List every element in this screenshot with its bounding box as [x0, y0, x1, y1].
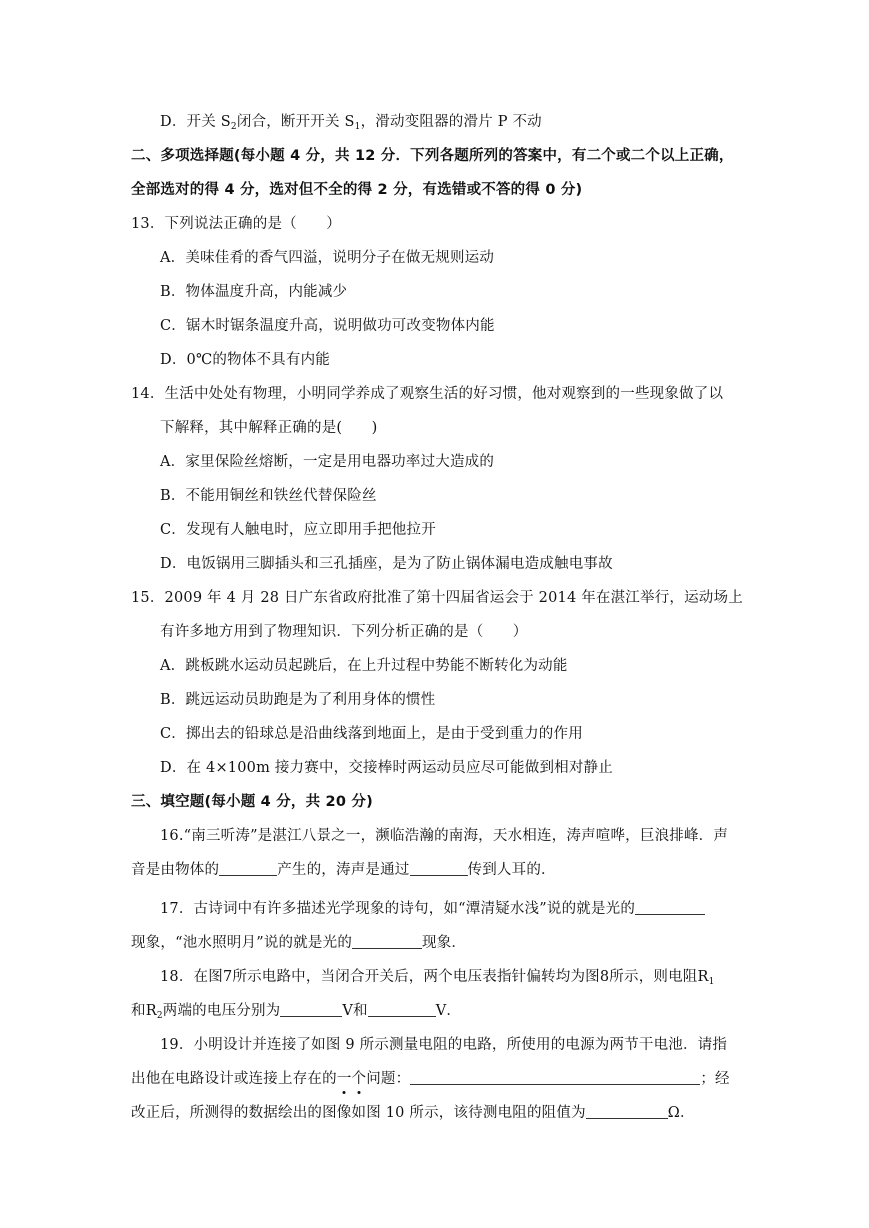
q13-option-d: D．0℃的物体不具有内能	[160, 352, 330, 368]
q19-emphasis-1: 一	[336, 1071, 352, 1087]
q16-line1: 16.“南三听涛”是湛江八景之一，濒临浩瀚的南海，天水相连，涛声喧哗，巨浪排峰．声	[160, 828, 729, 844]
q17-line2: 现象，“池水照明月”说的就是光的 现象．	[131, 935, 467, 951]
q19-blank-1[interactable]	[410, 1069, 700, 1085]
q18-line2: 和$R_2$两端的电压分别为 V和 V．	[131, 1003, 462, 1021]
q14-option-a: A．家里保险丝熔断，一定是用电器功率过大造成的	[160, 454, 495, 470]
q17-blank-2[interactable]	[352, 933, 422, 949]
q17-line1: 17．古诗词中有许多描述光学现象的诗句，如“潭清疑水浅”说的就是光的	[160, 899, 705, 919]
q19-emphasis-2: 个	[351, 1071, 367, 1087]
q14-stem-line1: 14．生活中处处有物理，小明同学养成了观察生活的好习惯，他对观察到的一些现象做了以	[131, 386, 724, 402]
q16-blank-2[interactable]	[410, 860, 468, 876]
q13-option-a: A．美味佳肴的香气四溢，说明分子在做无规则运动	[160, 250, 495, 266]
q19-line1: 19．小明设计并连接了如图 9 所示测量电阻的电路，所使用的电源为两节干电池．请指	[160, 1037, 728, 1053]
q15-stem-line2: 有许多地方用到了物理知识．下列分析正确的是（ ）	[160, 624, 528, 640]
section2-heading-line1: 二、多项选择题(每小题 4 分，共 12 分．下列各题所列的答案中，有二个或二个以上正确，	[131, 148, 734, 164]
q13-option-b: B．物体温度升高，内能减少	[160, 284, 348, 300]
q19-line3: 改正后，所测得的数据绘出的图像如图 10 所示，该待测电阻的阻值为 Ω．	[131, 1105, 695, 1121]
q15-option-b: B．跳远运动员助跑是为了利用身体的惯性	[160, 692, 436, 708]
q19-line2: 出他在电路设计或连接上存在的一个问题： ；经	[131, 1071, 730, 1087]
q15-option-d: D．在 4×100m 接力赛中，交接棒时两运动员应尽可能做到相对静止	[160, 760, 613, 776]
q19-blank-2[interactable]	[586, 1103, 668, 1119]
q17-blank-1[interactable]	[635, 899, 705, 915]
q15-option-c: C．掷出去的铅球总是沿曲线落到地面上，是由于受到重力的作用	[160, 726, 583, 742]
q15-option-a: A．跳板跳水运动员起跳后，在上升过程中势能不断转化为动能	[160, 658, 568, 674]
q12-option-d: D．开关 $S_2$闭合，断开开关 $S_1$，滑动变阻器的滑片 P 不动	[160, 114, 542, 132]
q18-blank-2[interactable]	[368, 1001, 436, 1017]
section2-heading-line2: 全部选对的得 4 分，选对但不全的得 2 分，有选错或不答的得 0 分)	[131, 182, 583, 198]
q14-option-b: B．不能用铜丝和铁丝代替保险丝	[160, 488, 377, 504]
q14-stem-line2: 下解释，其中解释正确的是( )	[160, 420, 378, 436]
q13-stem: 13．下列说法正确的是（ ）	[131, 216, 341, 232]
q14-option-d: D．电饭锅用三脚插头和三孔插座，是为了防止锅体漏电造成触电事故	[160, 556, 613, 572]
q16-blank-1[interactable]	[219, 860, 277, 876]
q15-stem-line1: 15．2009 年 4 月 28 日广东省政府批准了第十四届省运会于 2014 年在湛江举行，运动场上	[131, 590, 743, 606]
q18-line1: 18．在图7所示电路中，当闭合开关后，两个电压表指针偏转均为图8所示，则电阻$R_1$	[160, 969, 715, 987]
q14-option-c: C．发现有人触电时，应立即用手把他拉开	[160, 522, 436, 538]
q16-line2: 音是由物体的 产生的，涛声是通过 传到人耳的．	[131, 862, 556, 878]
section3-heading: 三、填空题(每小题 4 分，共 20 分)	[131, 794, 373, 810]
q18-blank-1[interactable]	[280, 1001, 342, 1017]
q13-option-c: C．锯木时锯条温度升高，说明做功可改变物体内能	[160, 318, 495, 334]
